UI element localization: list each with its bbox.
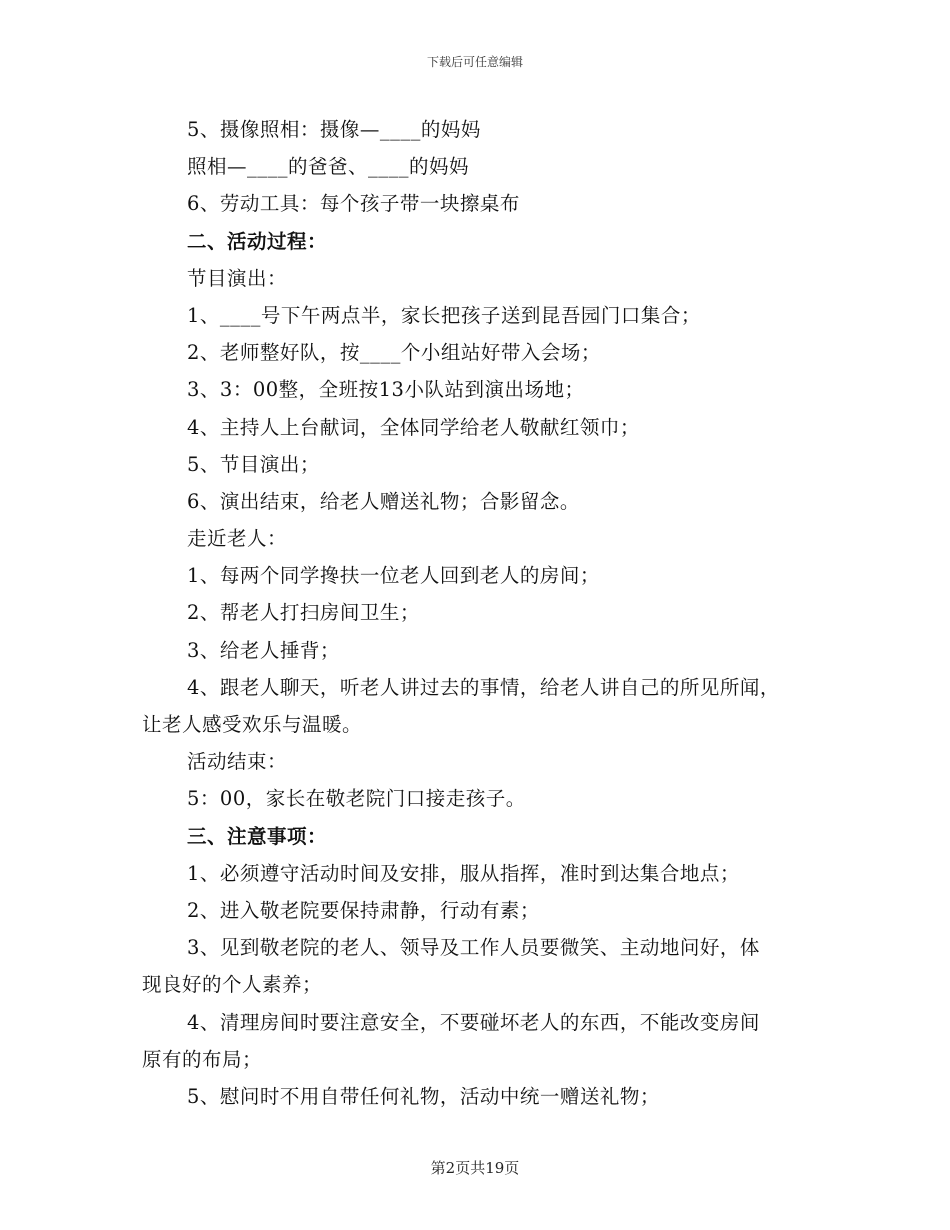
text-line: 2、进入敬老院要保持肃静，行动有素；: [187, 898, 540, 922]
text-line: 3、给老人捶背；: [187, 638, 340, 662]
text-line: 1、每两个同学搀扶一位老人回到老人的房间；: [187, 564, 600, 588]
text-line: 6、劳动工具：每个孩子带一块擦桌布: [187, 192, 520, 216]
text-line: 3、3：00整，全班按13小队站到演出场地；: [187, 378, 585, 402]
page-footer: 第2页共19页: [430, 1159, 520, 1177]
text-line: 5、慰问时不用自带任何礼物，活动中统一赠送礼物；: [187, 1084, 660, 1108]
text-line: 4、跟老人聊天，听老人讲过去的事情，给老人讲自己的所见所闻，: [187, 675, 780, 699]
text-line: 1、____号下午两点半，家长把孩子送到昆吾园门口集合；: [187, 303, 701, 327]
text-line: 6、演出结束，给老人赠送礼物；合影留念。: [187, 489, 580, 513]
text-line: 4、清理房间时要注意安全，不要碰坏老人的东西，不能改变房间: [187, 1010, 760, 1034]
text-line: 二、活动过程：: [187, 229, 328, 253]
document-body: [142, 111, 822, 1115]
text-line: 让老人感受欢乐与温暖。: [142, 713, 363, 736]
text-line: 节目演出：: [187, 266, 288, 290]
text-line: 三、注意事项：: [187, 824, 328, 848]
text-line: 5、摄像照相：摄像—____的妈妈: [187, 118, 481, 141]
text-line: 5：00，家长在敬老院门口接走孩子。: [187, 787, 526, 811]
text-line: 活动结束：: [187, 750, 288, 774]
text-line: 2、老师整好队，按____个小组站好带入会场；: [187, 341, 601, 365]
text-line: 现良好的个人素养；: [142, 973, 323, 997]
page-header: 下载后可任意编辑: [426, 55, 523, 69]
text-line: 1、必须遵守活动时间及安排，服从指挥，准时到达集合地点；: [187, 861, 740, 885]
text-line: 3、见到敬老院的老人、领导及工作人员要微笑、主动地问好，体: [187, 936, 760, 960]
text-line: 4、主持人上台献词，全体同学给老人敬献红领巾；: [187, 415, 640, 439]
text-line: 照相—____的爸爸、____的妈妈: [187, 155, 470, 179]
text-line: 5、节目演出；: [187, 452, 320, 476]
text-line: 2、帮老人打扫房间卫生；: [187, 601, 420, 625]
text-line: 走近老人：: [187, 527, 288, 551]
text-line: 原有的布局；: [142, 1047, 263, 1071]
